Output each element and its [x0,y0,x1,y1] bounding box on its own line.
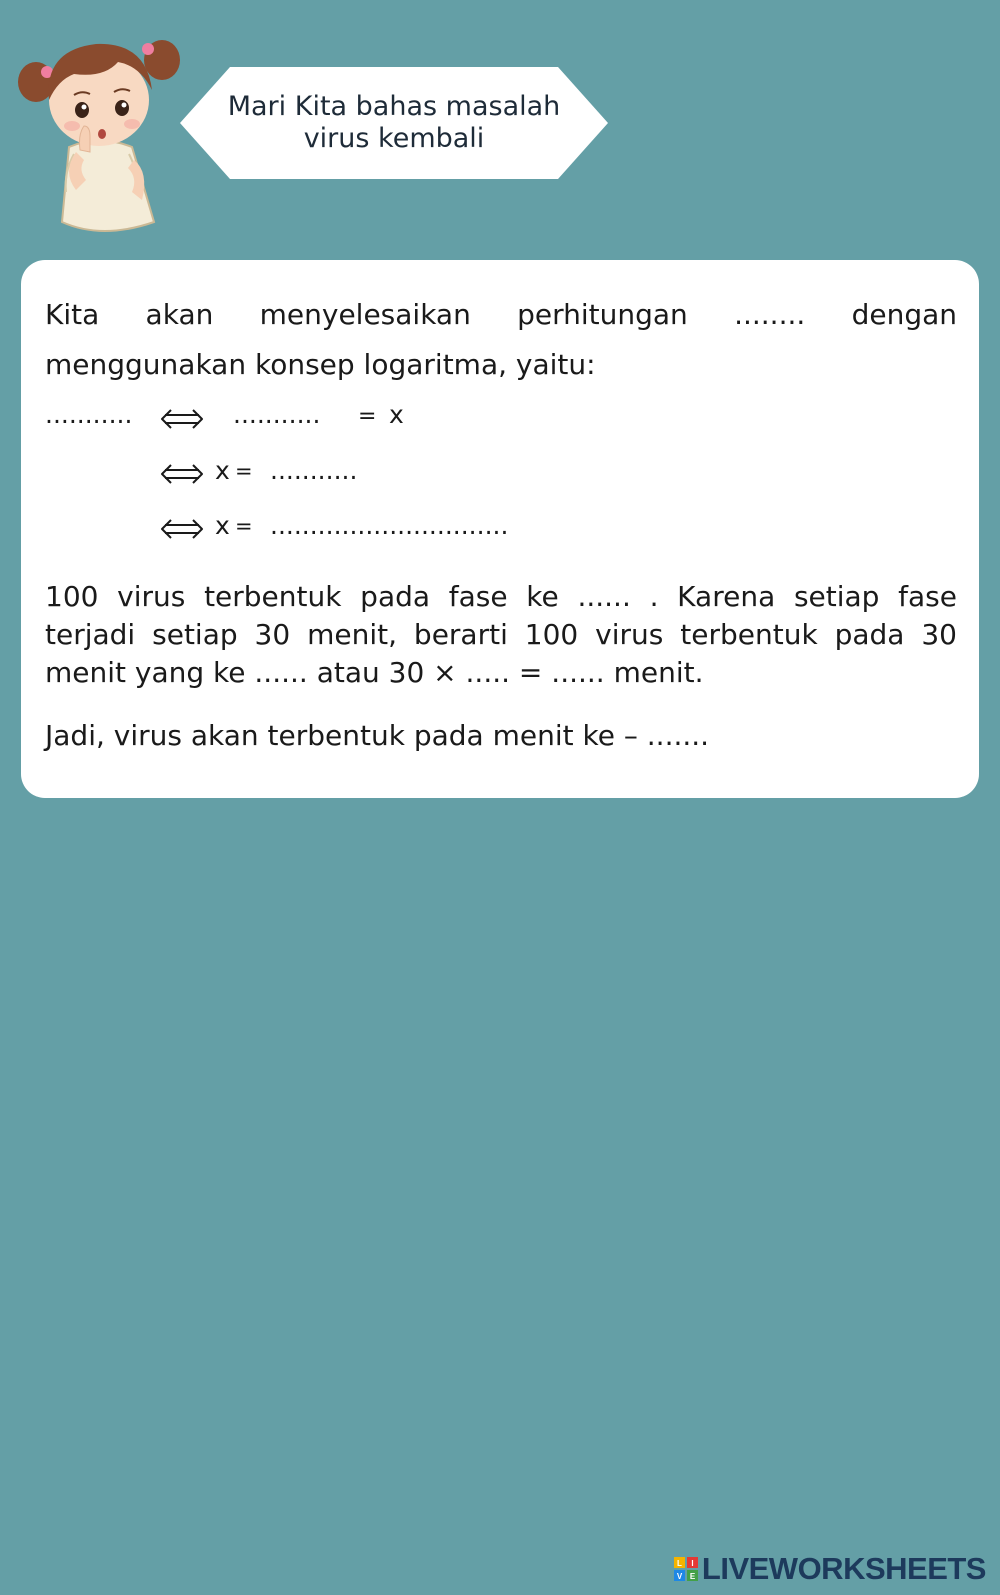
eq3-equals: = [235,514,253,538]
eq1-variable: x [389,400,404,429]
content-card [21,260,979,798]
logo-letter-l: L [676,1559,682,1568]
bubble-text-line-1: Mari Kita bahas masalah [227,91,561,122]
eq2-blank: ........... [270,456,358,485]
eq1-middle-blank: ........... [233,400,321,429]
phase-paragraph: 100 virus terbentuk pada fase ke ...... . Karena setiap fase terjadi setiap 30 menit, berarti 100 virus terbentuk pada 30 menit yang ke ...... atau 30 × ..... = ...... menit. [45,580,957,689]
logo-letter-i: I [691,1559,694,1568]
double-arrow-icon [160,407,204,431]
bubble-text-line-2: virus kembali [303,123,485,154]
eq2-equals: = [235,459,253,483]
girl-thinking-illustration [14,22,184,237]
double-arrow-icon [160,517,204,541]
intro-paragraph: Kita akan menyelesaikan perhitungan ........ dengan menggunakan konsep logaritma, yaitu: [45,298,957,381]
liveworksheets-logo [674,1552,986,1586]
logo-letter-e: E [689,1572,696,1581]
eq3-variable: x [215,511,230,540]
liveworksheets-wordmark: LIVEWORKSHEETS [701,1551,986,1586]
eq1-equals: = [358,404,377,429]
liveworksheets-logo-icon [674,1557,698,1581]
eq2-variable: x [215,456,230,485]
eq3-blank: .............................. [270,511,509,540]
logo-letter-v: V [676,1572,683,1581]
eq1-left-blank: ........... [45,400,133,429]
conclusion-paragraph: Jadi, virus akan terbentuk pada menit ke – ....... [45,719,710,752]
speech-bubble [180,67,608,179]
double-arrow-icon [160,462,204,486]
